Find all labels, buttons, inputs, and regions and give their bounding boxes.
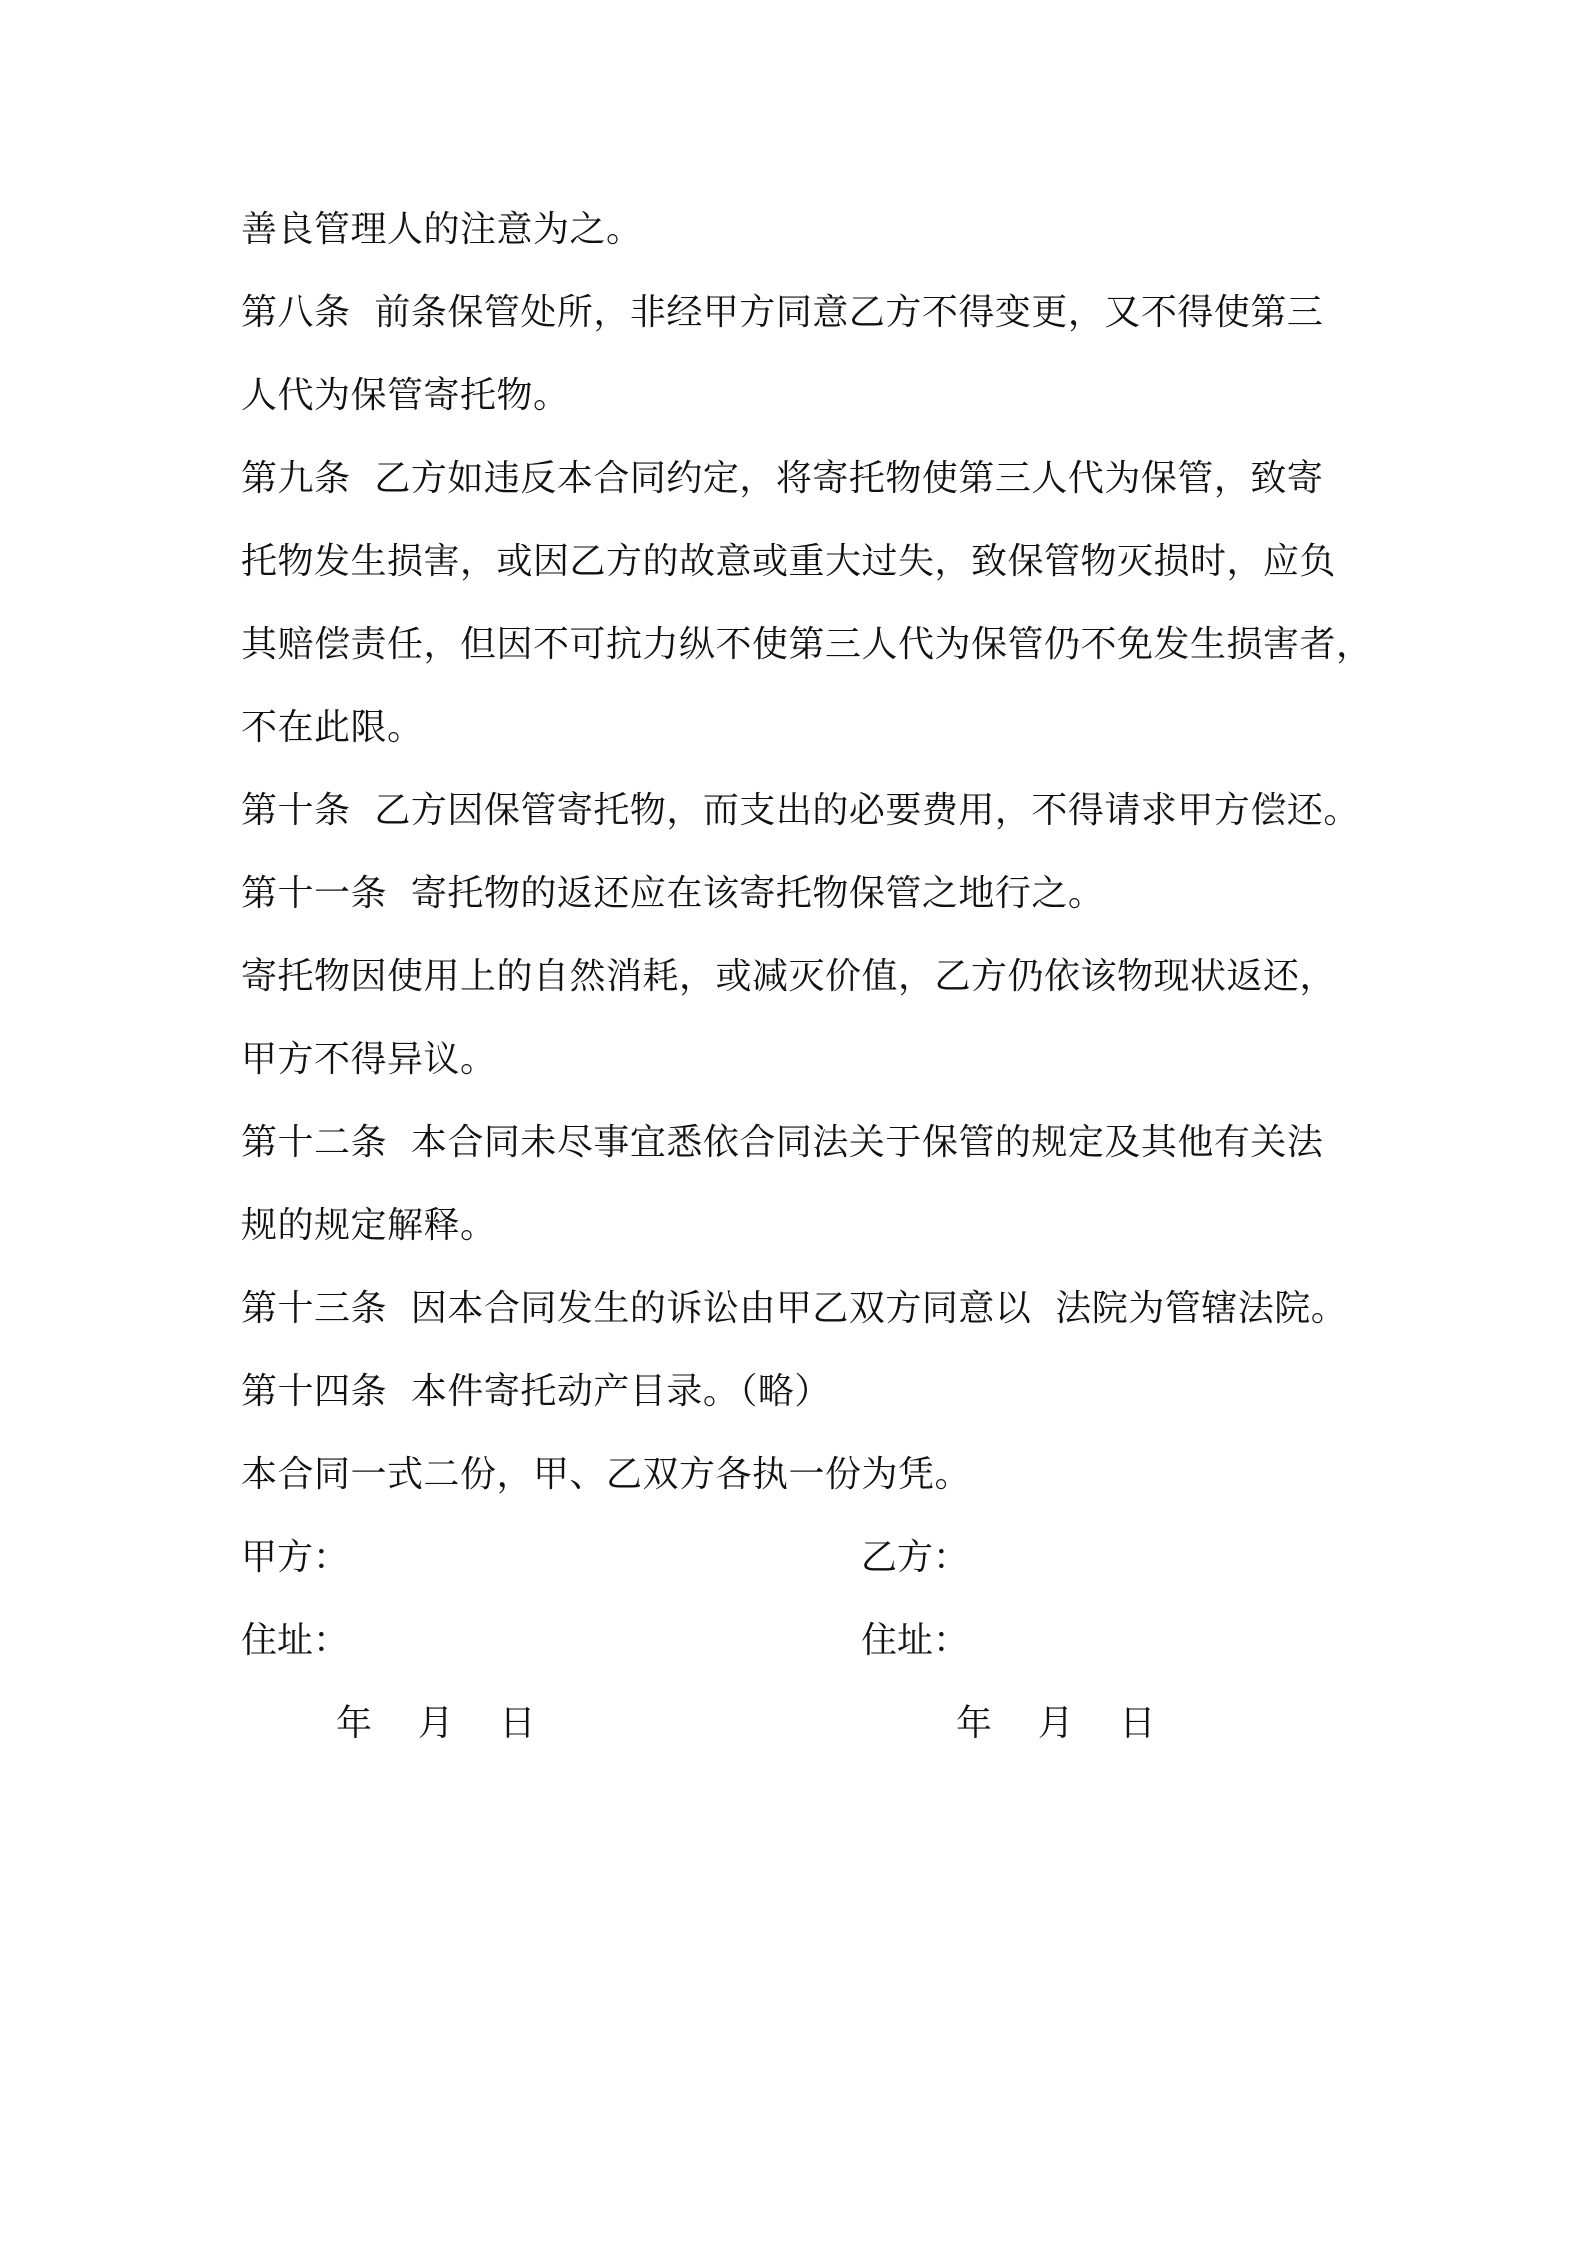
party-b-date: 年 月 日 xyxy=(956,1703,1156,1744)
party-a-address-label: 住址： xyxy=(241,1620,350,1661)
text-line-5: 托物发生损害，或因乙方的故意或重大过失，致保管物灭损时，应负 xyxy=(241,541,1337,582)
text-line-3: 人代为保管寄托物。 xyxy=(241,375,570,416)
text-line-7: 不在此限。 xyxy=(241,707,424,748)
text-line-15: 第十四条 本件寄托动产目录。（略） xyxy=(241,1371,831,1412)
party-b-label: 乙方： xyxy=(861,1537,970,1578)
text-line-14: 第十三条 因本合同发生的诉讼由甲乙双方同意以 法院为管辖法院。 xyxy=(241,1288,1348,1329)
party-b-address-label: 住址： xyxy=(861,1620,970,1661)
text-line-12: 第十二条 本合同未尽事宜悉依合同法关于保管的规定及其他有关法 xyxy=(241,1122,1324,1163)
text-line-11: 甲方不得异议。 xyxy=(241,1039,497,1080)
text-line-1: 善良管理人的注意为之。 xyxy=(241,209,643,250)
text-line-4: 第九条 乙方如违反本合同约定，将寄托物使第三人代为保管，致寄 xyxy=(241,458,1324,499)
text-line-13: 规的规定解释。 xyxy=(241,1205,497,1246)
text-line-2: 第八条 前条保管处所，非经甲方同意乙方不得变更，又不得使第三 xyxy=(241,292,1324,333)
text-line-16: 本合同一式二份，甲、乙双方各执一份为凭。 xyxy=(241,1454,972,1495)
party-a-date: 年 月 日 xyxy=(336,1703,536,1744)
text-line-8: 第十条 乙方因保管寄托物，而支出的必要费用，不得请求甲方偿还。 xyxy=(241,790,1360,831)
text-line-6: 其赔偿责任，但因不可抗力纵不使第三人代为保管仍不免发生损害者， xyxy=(241,624,1373,665)
party-a-label: 甲方： xyxy=(241,1537,350,1578)
text-line-9: 第十一条 寄托物的返还应在该寄托物保管之地行之。 xyxy=(241,873,1105,914)
text-line-10: 寄托物因使用上的自然消耗，或减灭价值，乙方仍依该物现状返还， xyxy=(241,956,1337,997)
